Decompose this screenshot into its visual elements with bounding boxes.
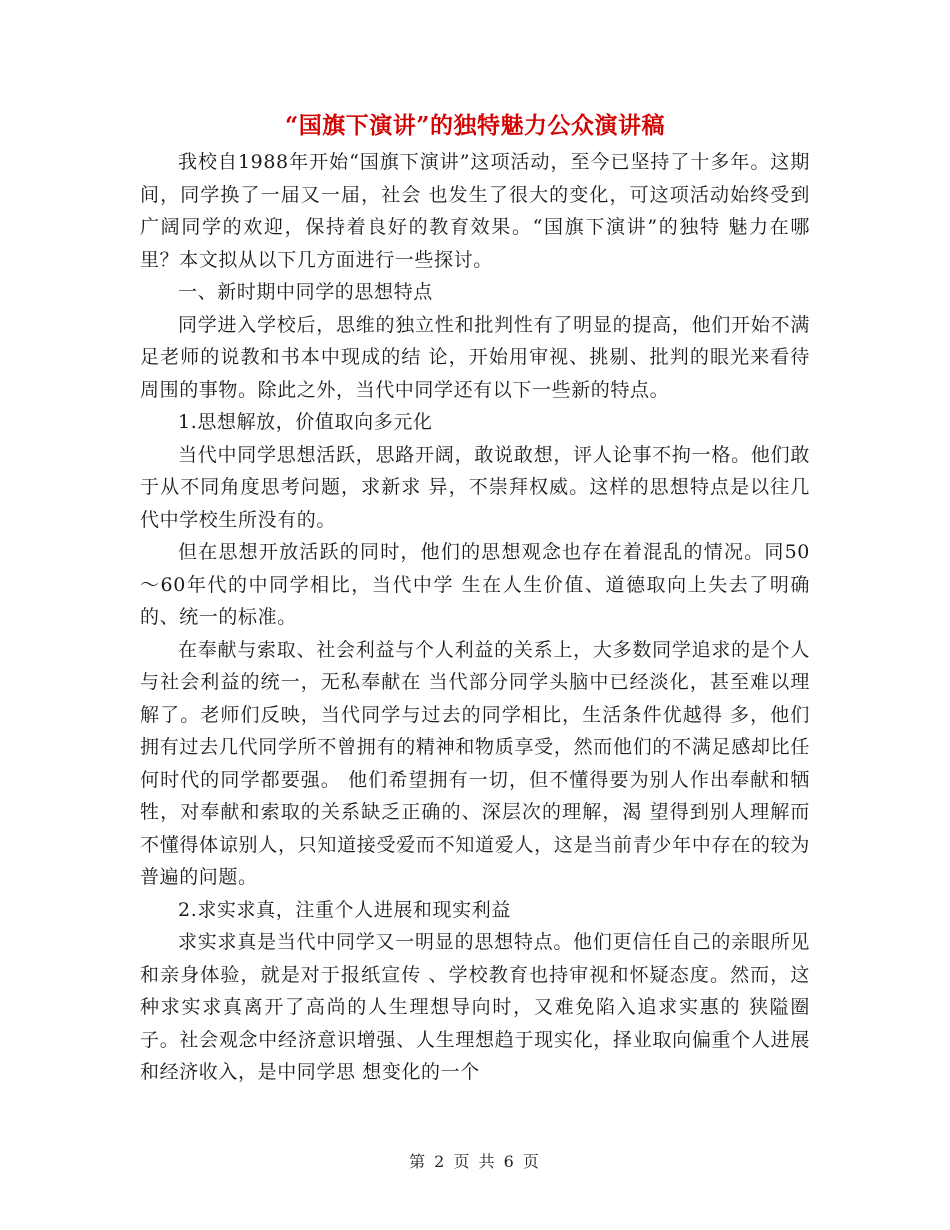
document-body	[140, 146, 810, 1089]
paragraph: 在奉献与索取、社会利益与个人利益的关系上，大多数同学追求的是个人与社会利益的统一，无私奉献在 当代部分同学头脑中已经淡化，甚至难以理解了。老师们反映，当代同学与过去的同学相比，生活条件优越得 多，他们拥有过去几代同学所不曾拥有的精神和物质享受，然而他们的不满足感却比任何时代的同学都要强。 他们希望拥有一切，但不懂得要为别人作出奉献和牺牲，对奉献和索取的关系缺乏正确的、深层次的理解，渴 望得到别人理解而不懂得体谅别人，只知道接受爱而不知道爱人，这是当前青少年中存在的较为普遍的问题。	[140, 638, 810, 888]
subsection-heading-1: 1.思想解放，价值取向多元化	[178, 411, 433, 433]
paragraph-intro: 我校自1988年开始“国旗下演讲”这项活动，至今已坚持了十多年。这期间，同学换了一届又一届，社会 也发生了很大的变化，可这项活动始终受到广阔同学的欢迎，保持着良好的教育效果。“国旗下演讲”的独特 魅力在哪里？本文拟从以下几方面进行一些探讨。	[140, 151, 810, 271]
paragraph: 同学进入学校后，思维的独立性和批判性有了明显的提高，他们开始不满足老师的说教和书本中现成的结 论，开始用审视、挑剔、批判的眼光来看待周围的事物。除此之外，当代中同学还有以下一些新的特点。	[140, 313, 810, 401]
paragraph: 但在思想开放活跃的同时，他们的思想观念也存在着混乱的情况。同50～60年代的中同学相比，当代中学 生在人生价值、道德取向上失去了明确的、统一的标准。	[140, 541, 810, 628]
subsection-heading-2: 2.求实求真，注重个人进展和现实利益	[178, 898, 511, 921]
paragraph: 求实求真是当代中同学又一明显的思想特点。他们更信任自己的亲眼所见和亲身体验，就是对于报纸宣传 、学校教育也持审视和怀疑态度。然而，这种求实求真离开了高尚的人生理想导向时，又难免陷入追求实惠的 狭隘圈子。社会观念中经济意识增强、人生理想趋于现实化，择业取向偏重个人进展和经济收入，是中同学思 想变化的一个	[140, 931, 810, 1083]
page-number-footer: 第 2 页 共 6 页	[409, 1152, 541, 1171]
document-title: “国旗下演讲”的独特魅力公众演讲稿	[285, 112, 665, 139]
paragraph: 当代中同学思想活跃，思路开阔，敢说敢想，评人论事不拘一格。他们敢于从不同角度思考问题，求新求 异，不崇拜权威。这样的思想特点是以往几代中学校生所没有的。	[140, 443, 810, 531]
section-heading-1: 一、新时期中同学的思想特点	[178, 281, 433, 303]
